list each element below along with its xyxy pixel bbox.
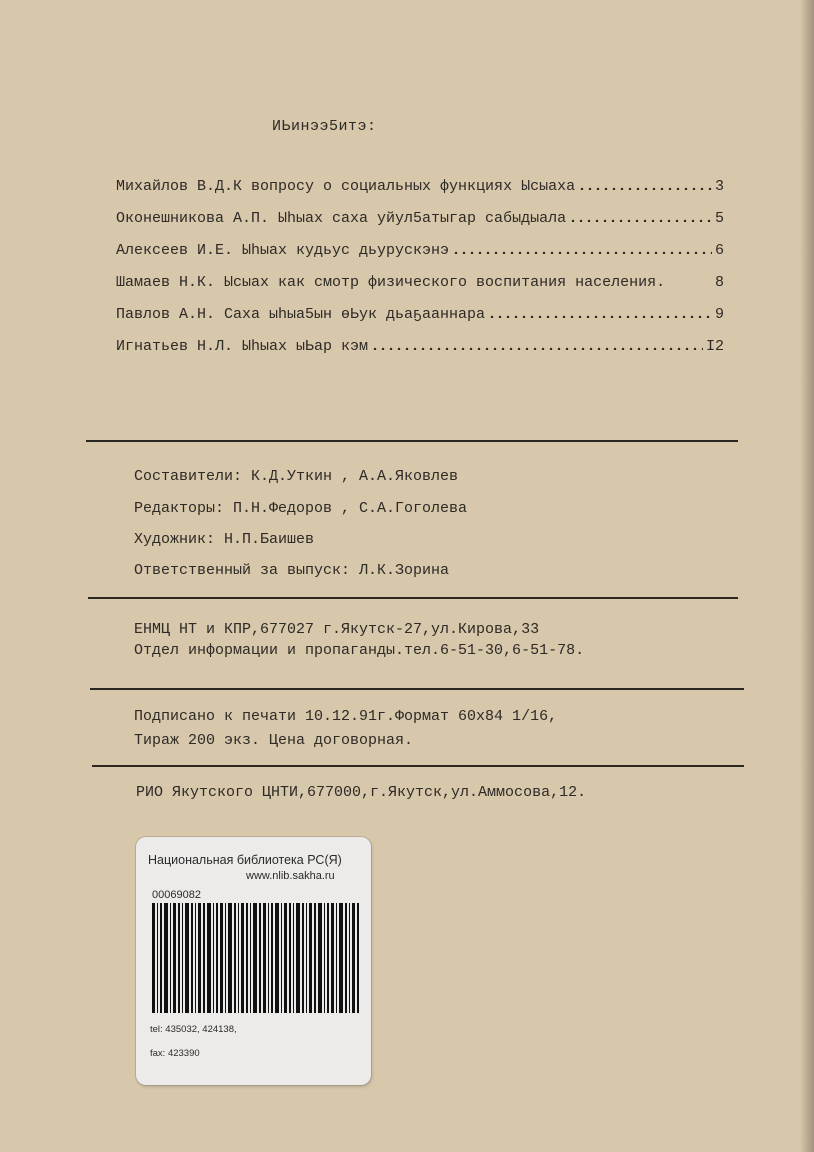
toc-leader-dots <box>488 304 712 318</box>
toc-entry-title: Михайлов В.Д.К вопросу о социальных функциях Ысыаха <box>116 178 576 195</box>
library-telephone: tel: 435032, 424138, <box>150 1024 237 1035</box>
print-signed-line: Подписано к печати 10.12.91г.Формат 60х84 1/16, <box>134 708 558 725</box>
toc-leader-dots <box>578 176 712 190</box>
page-edge-shadow <box>800 0 814 1152</box>
divider-line <box>86 440 738 442</box>
toc-entry-page: 9 <box>714 306 724 323</box>
inventory-number: 00069082 <box>152 889 201 901</box>
toc-leader-dots <box>569 208 712 222</box>
library-website: www.nlib.sakha.ru <box>246 870 335 882</box>
toc-entry <box>116 272 724 294</box>
toc-entry-title: Игнатьев Н.Л. Ыһыах ыЬар кэм <box>116 338 369 355</box>
credits-compilers: Составители: К.Д.Уткин , А.А.Яковлев <box>134 468 459 485</box>
toc-entry-title: Оконешникова А.П. Ыһыах саха уйул5атыгар сабыдыала <box>116 210 567 227</box>
toc-entry-page: 6 <box>714 242 724 259</box>
library-barcode-sticker <box>136 837 371 1085</box>
barcode-icon <box>152 903 362 1013</box>
credits-editors: Редакторы: П.Н.Федоров , С.А.Гоголева <box>134 500 468 517</box>
toc-entry-page: 8 <box>714 274 724 291</box>
divider-line <box>90 688 744 690</box>
toc-entry-page: 3 <box>714 178 724 195</box>
credits-responsible: Ответственный за выпуск: Л.К.Зорина <box>134 562 450 579</box>
toc-entry <box>116 208 724 230</box>
toc-entry-page: I2 <box>705 338 724 355</box>
toc-entry-title: Павлов А.Н. Саха ыһыа5ын өЬук дьаҕааннара <box>116 306 486 323</box>
toc-entry-title: Шамаев Н.К. Ысыах как смотр физического воспитания населения. <box>116 274 666 291</box>
toc-entry-page: 5 <box>714 210 724 227</box>
divider-line <box>92 765 744 767</box>
rio-imprint: РИО Якутского ЦНТИ,677000,г.Якутск,ул.Аммосова,12. <box>136 784 587 801</box>
contents-heading: ИЬинээ5итэ: <box>272 118 377 135</box>
divider-line <box>88 597 738 599</box>
department-line: Отдел информации и пропаганды.тел.6-51-30,6-51-78. <box>134 642 585 659</box>
address-line: ЕНМЦ НТ и КПР,677027 г.Якутск-27,ул.Кирова,33 <box>134 621 540 638</box>
toc-leader-dots <box>452 240 712 254</box>
toc-entry <box>116 336 724 358</box>
toc-entry <box>116 176 724 198</box>
toc-leader-dots <box>371 336 703 350</box>
toc-entry-title: Алексеев И.Е. Ыһыах кудьус дьурускэнэ <box>116 242 450 259</box>
print-run-line: Тираж 200 экз. Цена договорная. <box>134 732 414 749</box>
toc-entry <box>116 240 724 262</box>
toc-leader-dots <box>668 272 712 286</box>
credits-artist: Художник: Н.П.Баишев <box>134 531 315 548</box>
library-fax: fax: 423390 <box>150 1048 200 1059</box>
toc-entry <box>116 304 724 326</box>
library-name: Национальная библиотека РС(Я) <box>148 853 342 867</box>
